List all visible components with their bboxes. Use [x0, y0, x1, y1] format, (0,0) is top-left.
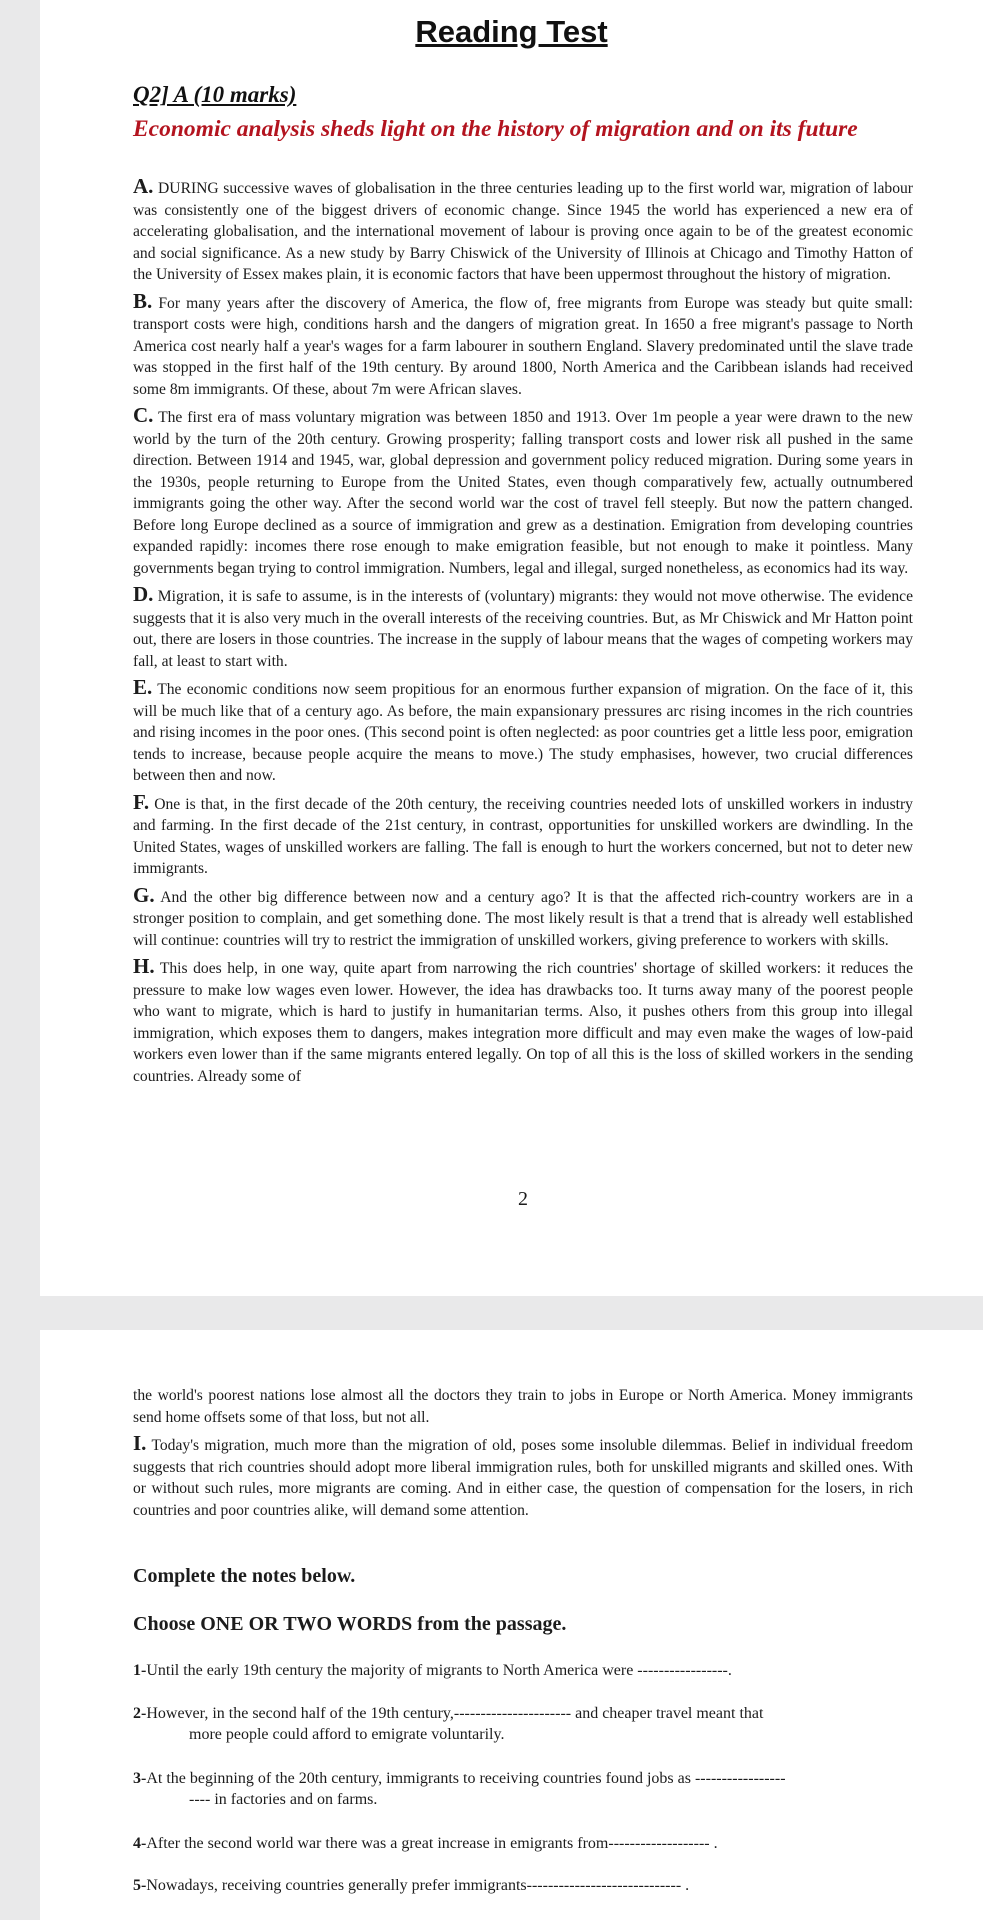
document-page-1 — [40, 0, 983, 1296]
paragraph-d — [133, 584, 913, 672]
question-2 — [133, 1703, 913, 1745]
paragraph-text: This does help, in one way, quite apart from narrowing the rich countries' shortage of skilled workers: it reduces the pressure to make low wages even lower. However, the idea has drawbacks too. It turns away many of the poorest people who want to migrate, which is hard to justify in humanitarian terms. Also, it pushes others from this group into illegal immigration, which exposes them to dangers, makes integration more difficult and may even make the wages of low-paid workers even lower than if the same migrants entered legally. On top of all this is the loss of skilled workers in the sending countries. Already some of — [133, 960, 913, 1085]
question-number: 2- — [133, 1705, 147, 1722]
paragraph-text: The economic conditions now seem propitious for an enormous further expansion of migration. On the face of it, this will be much like that of a century ago. As before, the main expansionary pressures arc rising incomes in the rich countries and rising incomes in the poor ones. (This second point is often neglected: as poor countries get a little less poor, emigration tends to increase, because people acquire the means to move.) The study emphasises, however, two crucial differences between then and now. — [133, 681, 913, 784]
page-number: 2 — [518, 1188, 528, 1210]
reading-test-title: Reading Test — [415, 14, 608, 49]
question-1 — [133, 1660, 913, 1681]
instructions-heading: Complete the notes below. — [133, 1565, 356, 1587]
question-text: At the beginning of the 20th century, immigrants to receiving countries found jobs as ----------------- — [146, 1770, 786, 1787]
question-number: 1- — [133, 1662, 147, 1679]
passage-body — [133, 176, 913, 1092]
paragraph-letter: H. — [133, 954, 155, 978]
paragraph-f — [133, 789, 913, 880]
paragraph-letter: D. — [133, 582, 154, 606]
paragraph-c — [133, 405, 913, 579]
paragraph-letter: G. — [133, 882, 155, 907]
passage-continuation — [133, 1385, 913, 1526]
paragraph-text: DURING successive waves of globalisation in the three centuries leading up to the first world war, migration of labour was consistently one of the biggest drivers of economic change. Since 1945 the world has experienced a new era of accelerating globalisation, and the international movement of labour is proving once again to be of the greatest economic and social significance. As a new study by Barry Chiswick of the University of Illinois at Chicago and Timothy Hatton of the University of Essex makes plain, it is economic factors that have been uppermost throughout the history of migration. — [133, 180, 913, 283]
paragraph-a — [133, 176, 913, 286]
question-text: However, in the second half of the 19th century,---------------------- and cheaper travel meant that — [146, 1705, 764, 1722]
question-text-continued: more people could afford to emigrate voluntarily. — [189, 1726, 505, 1743]
question-heading: Q2] A (10 marks) — [133, 82, 297, 107]
paragraph-text: One is that, in the first decade of the 20th century, the receiving countries needed lots of unskilled workers in industry and farming. In the first decade of the 21st century, in contrast, opportunities for unskilled workers are dwindling. In the United States, wages of unskilled workers are falling. The fall is enough to hurt the workers concerned, but not to deter new immigrants. — [133, 795, 913, 877]
question-number: 4- — [133, 1835, 147, 1852]
question-number: 3- — [133, 1770, 147, 1787]
paragraph-text: Today's migration, much more than the migration of old, poses some insoluble dilemmas. Belief in individual freedom suggests that rich countries should adopt more liberal immigration rules, both for unskilled migrants and skilled ones. With or without such rules, more migrants are coming. And in either case, the question of compensation for the losers, in rich countries and poor countries alike, will demand some attention. — [133, 1437, 913, 1519]
question-text-continued: ---- in factories and on farms. — [189, 1791, 378, 1808]
document-page-2 — [40, 1330, 983, 1920]
paragraph-text: Migration, it is safe to assume, is in the interests of (voluntary) migrants: they would not move otherwise. The evidence suggests that it is also very much in the overall interests of the receiving countries. But, as Mr Chiswick and Mr Hatton point out, there are losers in those countries. The increase in the supply of labour means that the wages of competing workers may fall, at least to start with. — [133, 588, 913, 670]
paragraph-g — [133, 882, 913, 952]
passage-subtitle: Economic analysis sheds light on the history of migration and on its future — [133, 116, 858, 142]
question-4 — [133, 1833, 913, 1854]
question-5 — [133, 1875, 913, 1896]
paragraph-letter: A. — [133, 174, 154, 198]
paragraph-text: The first era of mass voluntary migration was between 1850 and 1913. Over 1m people a year were drawn to the new world by the turn of the 20th century. Growing prosperity; falling transport costs and lower risk all pushed in the same direction. Between 1914 and 1945, war, global depression and government policy reduced migration. During some years in the 1930s, people returning to Europe from the United States, even though comparatively few, actually outnumbered immigrants going the other way. After the second world war the cost of travel fell steeply. But now the pattern changed. Before long Europe declined as a source of immigration and grew as a destination. Emigration from developing countries expanded rapidly: incomes there rose enough to make emigration feasible, but not enough to make it pointless. Many governments began trying to control immigration. Numbers, legal and illegal, surged nonetheless, as economics had its way. — [133, 409, 914, 577]
paragraph-letter: B. — [133, 288, 153, 313]
paragraph-e — [133, 677, 913, 787]
paragraph-text: And the other big difference between now and a century ago? It is that the affected rich-country workers are in a stronger position to complain, and get something done. The most likely result is that a trend that is already well established will continue: countries will try to restrict the immigration of unskilled workers, giving preference to workers with skills. — [133, 888, 913, 949]
paragraph-letter: F. — [133, 789, 150, 814]
question-3 — [133, 1768, 913, 1810]
paragraph-letter: I. — [133, 1431, 147, 1455]
paragraph-letter: C. — [133, 403, 154, 427]
question-text: Until the early 19th century the majority of migrants to North America were -----------------. — [146, 1662, 732, 1679]
question-text: Nowadays, receiving countries generally prefer immigrants----------------------------- . — [146, 1877, 690, 1894]
paragraph-letter: E. — [133, 675, 153, 699]
paragraph-b — [133, 288, 913, 401]
paragraph-text: For many years after the discovery of America, the flow of, free migrants from Europe was steady but quite small: transport costs were high, conditions harsh and the dangers of migration great. In 1650 a free migrant's passage to North America cost nearly half a year's wages for a farm labourer in southern England. Slavery predominated until the slave trade was stopped in the first half of the 19th century. By around 1800, North America and the Caribbean islands had received some 8m immigrants. Of these, about 7m were African slaves. — [133, 294, 913, 398]
word-limit-heading: Choose ONE OR TWO WORDS from the passage. — [133, 1613, 567, 1635]
paragraph-h — [133, 956, 913, 1087]
continuation-text: the world's poorest nations lose almost all the doctors they train to jobs in Europe or North America. Money immigrants send home offsets some of that loss, but not all. — [133, 1387, 913, 1426]
question-number: 5- — [133, 1877, 147, 1894]
paragraph-i — [133, 1433, 913, 1521]
question-text: After the second world war there was a great increase in emigrants from------------------- . — [146, 1835, 718, 1852]
